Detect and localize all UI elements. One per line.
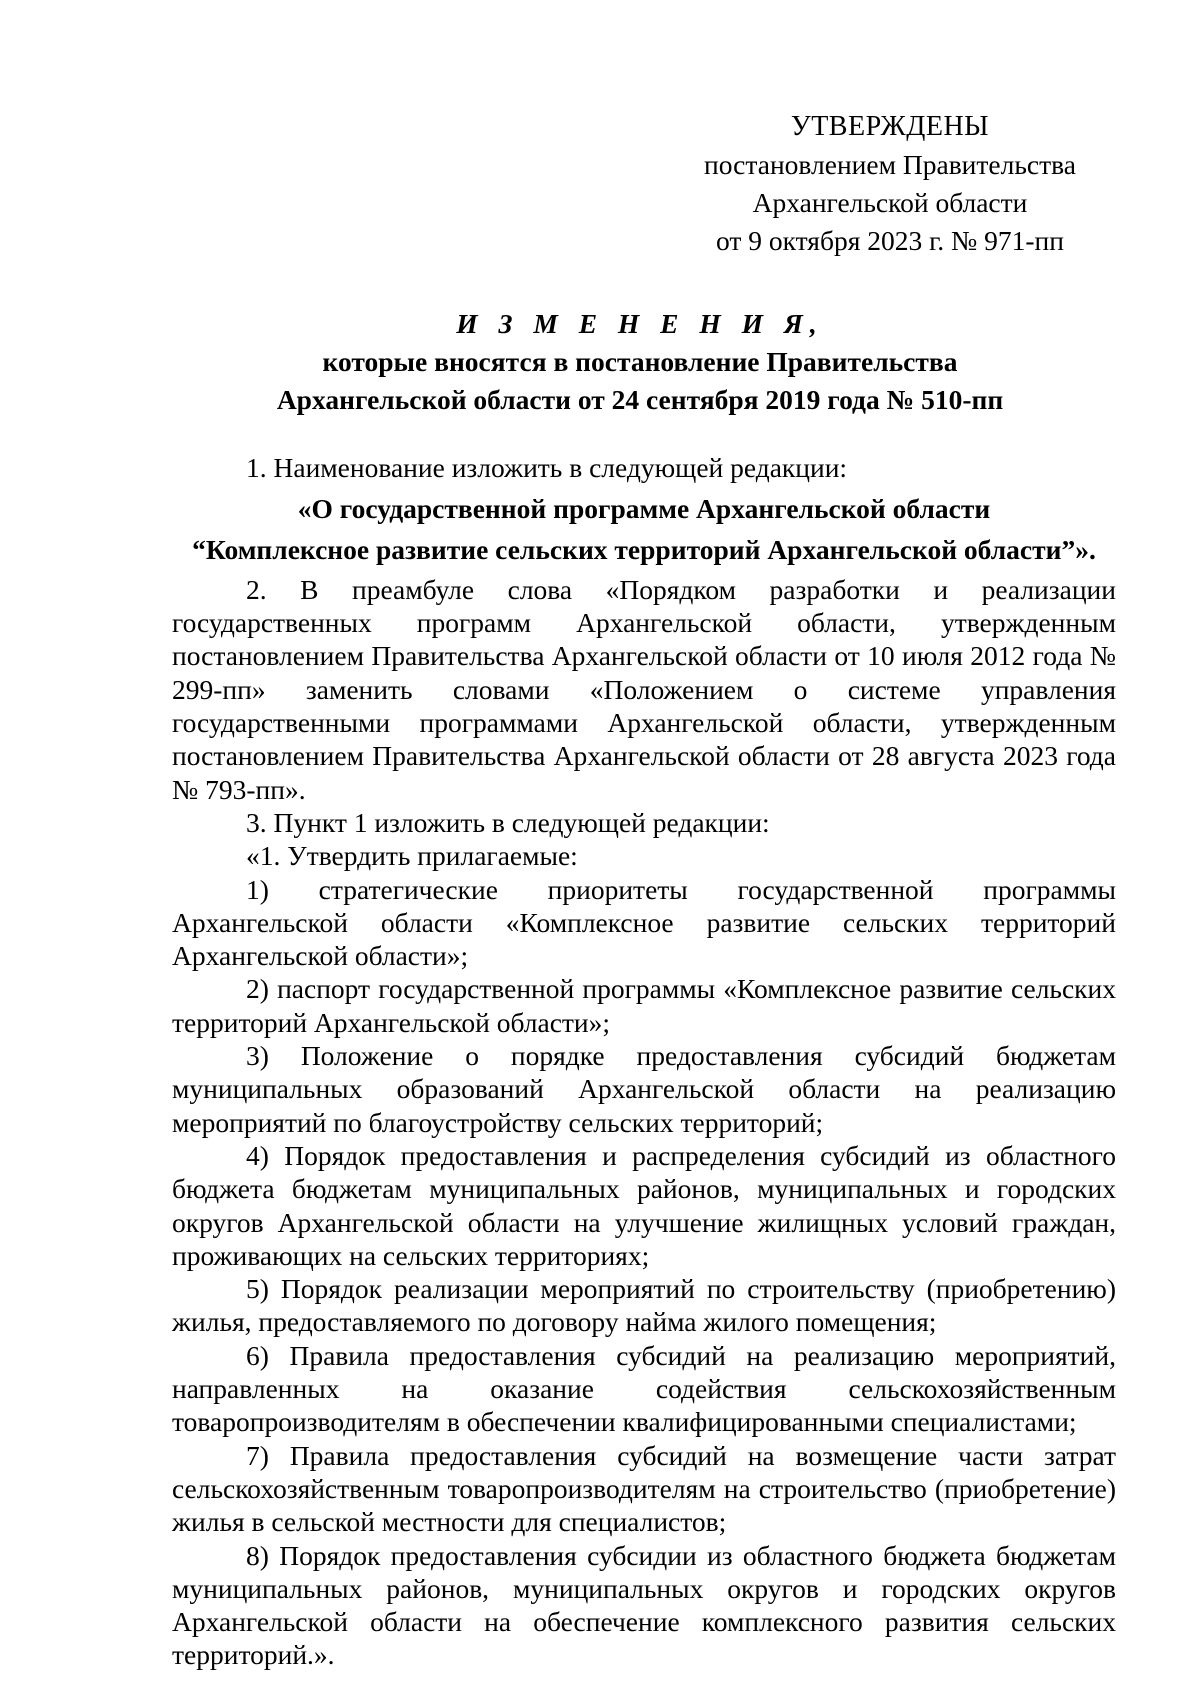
subitem-1: 1) стратегические приоритеты государственной программы Архангельской области «Комплексное развитие сельских территорий Архангельской области»; [172, 873, 1116, 972]
document-body [172, 451, 1116, 1672]
subitem-3: 3) Положение о порядке предоставления субсидий бюджетам муниципальных образований Архангельской области на реализацию мероприятий по благоустройству сельских территорий; [172, 1040, 1116, 1138]
approval-line-resolution: постановлением Правительства [704, 149, 1076, 180]
paragraph-item-2: 2. В преамбуле слова «Порядком разработки и реализации государственных программ Архангельской области, утвержденным постановлением Правительства Архангельской области от 10 июля 2012 года № 299-пп» заменить словами «Положением о системе управления государственными программами Архангельской области, утвержденным постановлением Правительства Архангельской области от 28 августа 2023 года № 793-пп». [172, 573, 1116, 805]
title-line-2: которые вносятся в постановление Правительства [322, 346, 958, 377]
document-title [170, 305, 1110, 419]
approval-block [690, 108, 1090, 260]
paragraph-item-3: 3. Пункт 1 изложить в следующей редакции: [246, 806, 770, 838]
subitem-8: 8) Порядок предоставления субсидии из областного бюджета бюджетам муниципальных районов, муниципальных округов и городских округов Архангельской области на обеспечение комплексного развития сельских территорий.». [172, 1539, 1116, 1671]
title-line-3: Архангельской области от 24 сентября 2019 года № 510-пп [276, 384, 1004, 415]
new-name-line-1: «О государственной программе Архангельской области [297, 493, 991, 525]
subitem-7: 7) Правила предоставления субсидий на возмещение части затрат сельскохозяйственным товаропроизводителям на строительство (приобретение) жилья в сельской местности для специалистов; [172, 1439, 1116, 1538]
paragraph-item-1: 1. Наименование изложить в следующей редакции: [246, 452, 848, 483]
approval-line-date: от 9 октября 2023 г. № 971-пп [716, 225, 1064, 256]
approval-heading: УТВЕРЖДЕНЫ [790, 111, 990, 142]
approval-line-region: Архангельской области [752, 187, 1028, 218]
new-name-line-2: “Комплексное развитие сельских территорий Архангельской области”». [192, 533, 1096, 565]
paragraph-item-3-intro: «1. Утвердить прилагаемые: [246, 840, 578, 872]
subitem-6: 6) Правила предоставления субсидий на реализацию мероприятий, направленных на оказание содействия сельскохозяйственным товаропроизводителям в обеспечении квалифицированными специалистами; [172, 1339, 1116, 1438]
subitem-4: 4) Порядок предоставления и распределения субсидий из областного бюджета бюджетам муниципальных районов, муниципальных и городских округов Архангельской области на улучшение жилищных условий граждан, проживающих на сельских территориях; [172, 1139, 1116, 1271]
subitem-2: 2) паспорт государственной программы «Комплексное развитие сельских территорий Архангельской области»; [172, 973, 1116, 1038]
title-heading: И З М Е Н Е Н И Я, [456, 308, 824, 339]
subitem-5: 5) Порядок реализации мероприятий по строительству (приобретению) жилья, предоставляемого по договору найма жилого помещения; [172, 1273, 1116, 1338]
